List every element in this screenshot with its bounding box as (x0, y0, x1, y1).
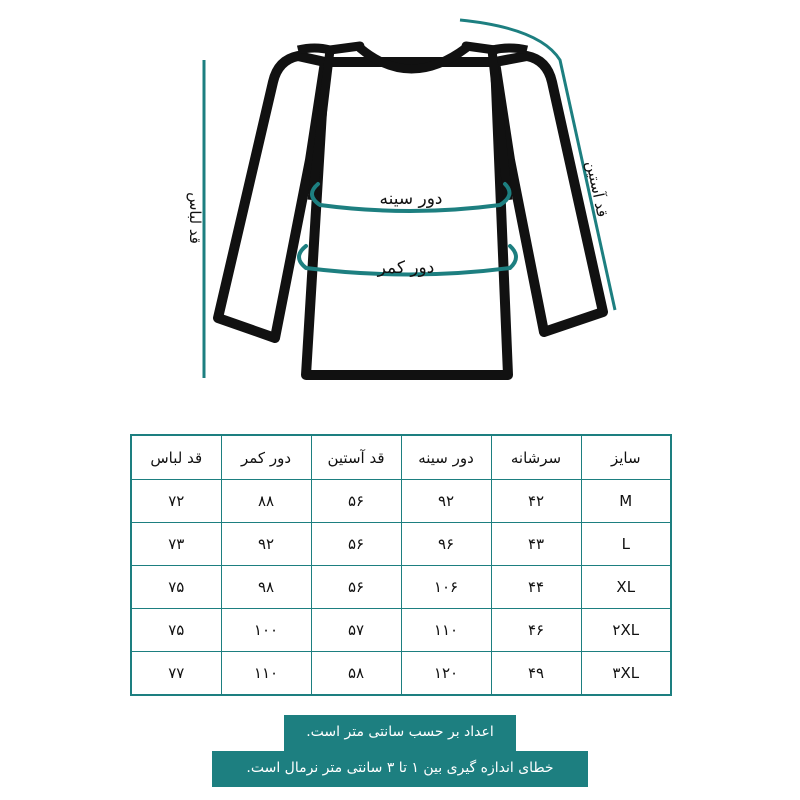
table-row (131, 523, 671, 566)
shirt-collar-top (330, 46, 495, 50)
cell-waist: ۹۸ (221, 566, 311, 609)
cell-sleeve: ۵۶ (311, 480, 401, 523)
cell-length: ۷۳ (131, 523, 221, 566)
table-row (131, 609, 671, 652)
cell-sleeve: ۵۸ (311, 652, 401, 695)
size-table (130, 434, 672, 696)
table-header-row (131, 435, 671, 480)
cell-chest: ۱۰۶ (401, 566, 491, 609)
waist-label: دور کمر (377, 258, 435, 278)
table-row (131, 652, 671, 695)
cell-chest: ۹۶ (401, 523, 491, 566)
cell-size: ۳XL (581, 652, 671, 695)
header-waist: دور کمر (221, 435, 311, 480)
cell-chest: ۱۱۰ (401, 609, 491, 652)
cell-chest: ۱۲۰ (401, 652, 491, 695)
cell-shoulder: ۴۹ (491, 652, 581, 695)
cell-length: ۷۵ (131, 609, 221, 652)
cell-shoulder: ۴۲ (491, 480, 581, 523)
cell-chest: ۹۲ (401, 480, 491, 523)
cell-shoulder: ۴۳ (491, 523, 581, 566)
cell-sleeve: ۵۶ (311, 523, 401, 566)
cell-sleeve: ۵۷ (311, 609, 401, 652)
cell-waist: ۹۲ (221, 523, 311, 566)
cell-length: ۷۵ (131, 566, 221, 609)
cell-size: M (581, 480, 671, 523)
note-tolerance: خطای اندازه گیری بین ۱ تا ۳ سانتی متر نرمال است. (212, 751, 588, 787)
cell-length: ۷۲ (131, 480, 221, 523)
cell-size: ۲XL (581, 609, 671, 652)
header-sleeve: قد آستین (311, 435, 401, 480)
cell-waist: ۱۰۰ (221, 609, 311, 652)
cell-shoulder: ۴۴ (491, 566, 581, 609)
note-units: اعداد بر حسب سانتی متر است. (284, 715, 516, 751)
cell-size: XL (581, 566, 671, 609)
header-size: سایز (581, 435, 671, 480)
cell-length: ۷۷ (131, 652, 221, 695)
chest-label: دور سینه (379, 189, 443, 209)
header-shoulder: سرشانه (491, 435, 581, 480)
sleeve-label: قد آستین (582, 159, 612, 219)
cell-waist: ۱۱۰ (221, 652, 311, 695)
length-label: قد لباس (186, 192, 204, 244)
cell-sleeve: ۵۶ (311, 566, 401, 609)
cell-waist: ۸۸ (221, 480, 311, 523)
table-row (131, 480, 671, 523)
table-row (131, 566, 671, 609)
header-chest: دور سینه (401, 435, 491, 480)
shirt-body (306, 62, 508, 375)
header-length: قد لباس (131, 435, 221, 480)
cell-size: L (581, 523, 671, 566)
cell-shoulder: ۴۶ (491, 609, 581, 652)
